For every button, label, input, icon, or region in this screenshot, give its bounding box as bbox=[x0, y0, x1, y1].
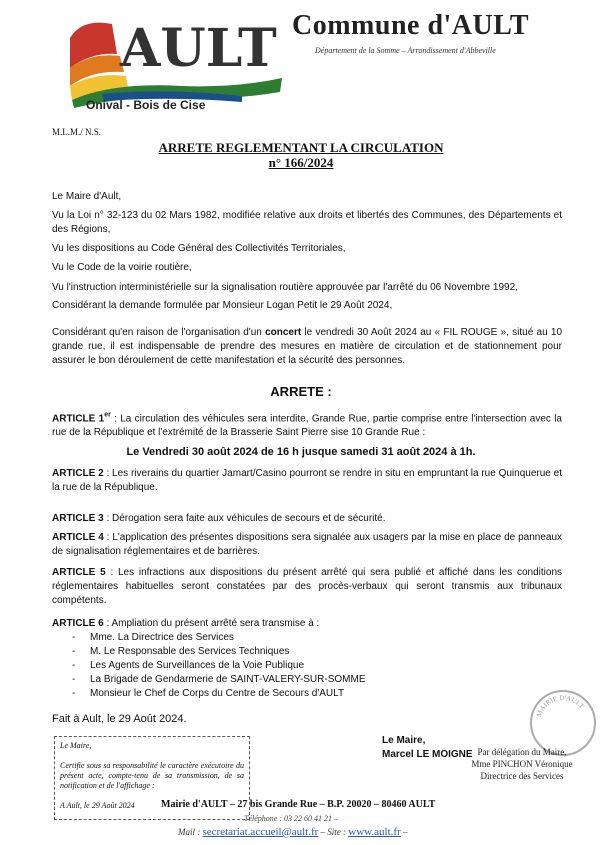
certification-title: Le Maire, bbox=[60, 741, 92, 750]
logo-text: AULT bbox=[120, 18, 277, 79]
stamp-seal-icon bbox=[532, 692, 594, 754]
signature-delegation: Par délégation du Maire, Mme PINCHON Véronique Directrice des Services bbox=[471, 747, 573, 781]
signature-name: Marcel LE MOIGNE bbox=[382, 749, 473, 760]
closure-date: Le Vendredi 30 août 2024 de 16 h jusque samedi 31 août 2024 à 1h. bbox=[126, 446, 476, 458]
list-item: - Les Agents de Surveillances de la Voie Publique bbox=[62, 659, 542, 673]
footer-telephone: Téléphone : 03 22 60 41 21 – bbox=[244, 814, 338, 823]
list-item: - M. Le Responsable des Services Techniques bbox=[62, 645, 542, 659]
article-6: ARTICLE 6 : Ampliation du présent arrêté sera transmise à : bbox=[52, 618, 320, 629]
list-item: - La Brigade de Gendarmerie de SAINT-VALERY-SUR-SOMME bbox=[62, 673, 542, 687]
svg-text:MAIRIE D'AULT: MAIRIE D'AULT bbox=[534, 693, 586, 718]
article-3: ARTICLE 3 : Dérogation sera faite aux véhicules de secours et de sécurité. bbox=[52, 513, 386, 524]
article-4: ARTICLE 4 : L'application des présentes dispositions sera signalée aux usagers par la mise en place de panneaux de signalisation réglementaires et de barrières. bbox=[52, 532, 563, 557]
document-number: n° 166/2024 bbox=[268, 155, 334, 170]
preamble-vu-loi: Vu la Loi n° 32-123 du 02 Mars 1982, modifiée relative aux droits et libertés des Communes, des Départements et des Régions, bbox=[52, 210, 562, 235]
commune-title: Commune d'AULT bbox=[292, 10, 530, 41]
list-item: - Mme. La Directrice des Services bbox=[62, 631, 542, 645]
ault-logo bbox=[62, 8, 287, 113]
preamble-considerant-demande: Considérant la demande formulée par Monsieur Logan Petit le 29 Août 2024, bbox=[52, 300, 393, 311]
list-item: - Monsieur le Chef de Corps du Centre de Secours d'AULT bbox=[62, 687, 542, 701]
article-2: ARTICLE 2 : Les riverains du quartier Jamart/Casino pourront se rendre in situ en empruntant la rue Quinquerue et la rue de la République. bbox=[52, 468, 562, 493]
preamble-vu-voirie: Vu le Code de la voirie routière, bbox=[52, 262, 192, 273]
recipients-list bbox=[62, 631, 542, 701]
reference: M.L.M./ N.S. bbox=[52, 127, 102, 137]
email-link[interactable]: secretariat.accueil@ault.fr bbox=[202, 826, 319, 838]
preamble-maire: Le Maire d'Ault, bbox=[52, 191, 122, 202]
website-link[interactable]: www.ault.fr bbox=[348, 826, 401, 838]
arrete-heading: ARRETE : bbox=[270, 384, 332, 399]
signature-label: Le Maire, bbox=[382, 735, 426, 746]
certification-body: Certifie sous sa responsabilité le caractère exécutoire du présent acte, compte-tenu de sa transmission, de sa notification et de l'affichage : bbox=[60, 761, 244, 790]
preamble-vu-cgct: Vu les dispositions au Code Général des Collectivités Territoriales, bbox=[52, 243, 346, 254]
preamble-considerant-concert: Considérant qu'en raison de l'organisation d'un concert le vendredi 30 Août 2024 au « FIL ROUGE », situé au 10 grande rue, il est indispensable de prendre des mesures en matière de circulation et de stationnement pour assurer le bon déroulement de cette manifestation et la sécurité des personnes. bbox=[52, 327, 563, 366]
article-1: ARTICLE 1er : La circulation des véhicules sera interdite, Grande Rue, partie comprise entre l'intersection avec la rue de la République et l'extrémité de la Brasserie Saint Pierre sise 10 Grande Rue : bbox=[52, 412, 562, 439]
article-5: ARTICLE 5 : Les infractions aux dispositions du présent arrêté qui sera publié et affiché dans les conditions réglementaires habituelles seront constatées par des procès-verbaux qui seront transmis aux tribunaux compétents. bbox=[52, 567, 563, 606]
certification-date: A Ault, le 29 Août 2024 bbox=[60, 801, 135, 810]
fait-a-ault: Fait à Ault, le 29 Août 2024. bbox=[52, 713, 187, 725]
logo-subtitle: Onival - Bois de Cise bbox=[86, 98, 206, 112]
commune-subtitle: Département de la Somme – Arrondissement d'Abbeville bbox=[315, 46, 496, 55]
footer-contact: Mail : secretariat.accueil@ault.fr – Site : www.ault.fr – bbox=[178, 826, 408, 838]
document-title: ARRETE REGLEMENTANT LA CIRCULATION bbox=[158, 140, 444, 155]
footer-address: Mairie d'AULT – 27 bis Grande Rue – B.P. 20020 – 80460 AULT bbox=[161, 799, 436, 810]
preamble-vu-instruction: Vu l'instruction interministérielle sur la signalisation routière approuvée par l'arrêté du 06 Novembre 1992, bbox=[52, 282, 518, 293]
